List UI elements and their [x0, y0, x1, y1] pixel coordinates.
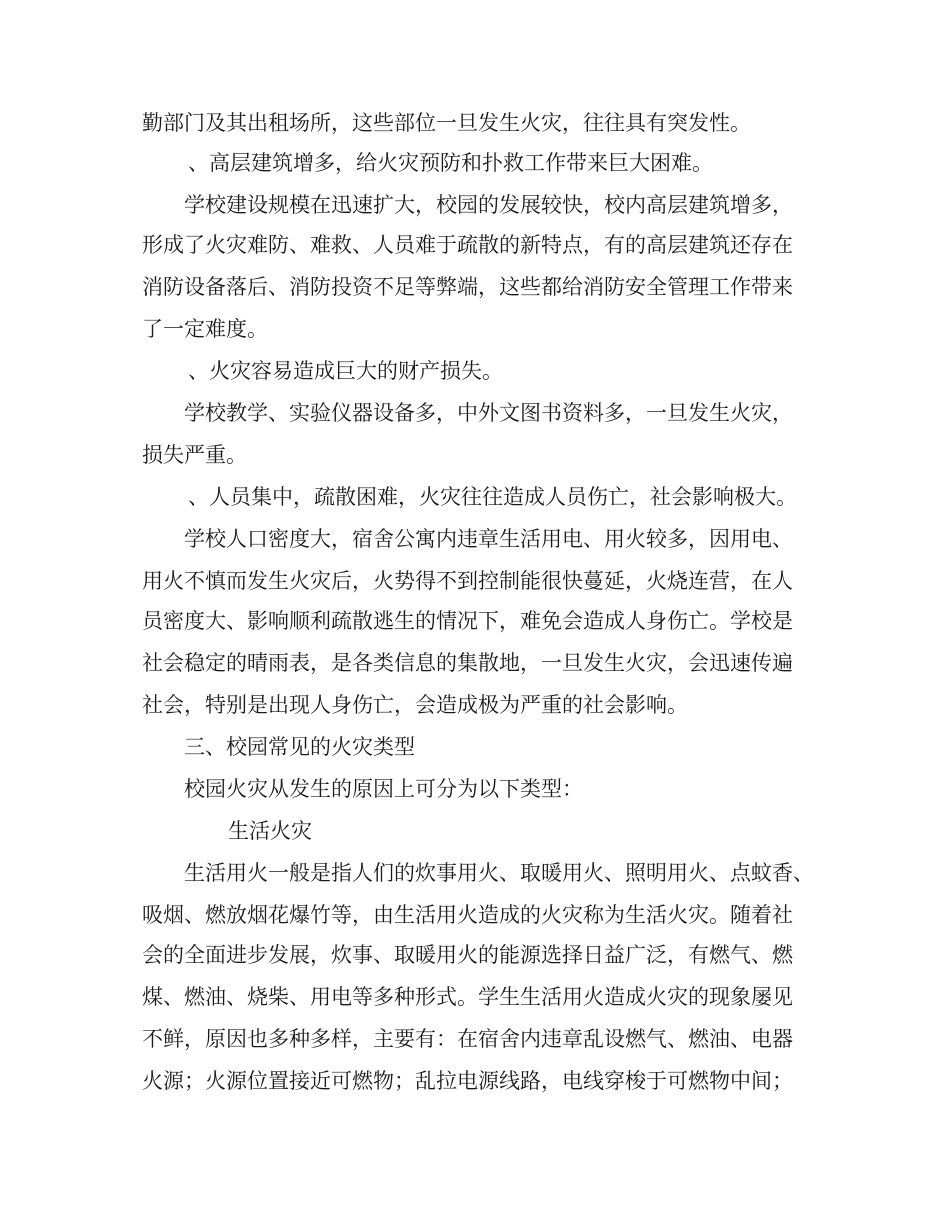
subsection-heading: 生活火灾: [228, 819, 312, 843]
text-line: 、人员集中，疏散困难，火灾往往造成人员伤亡，社会影响极大。: [188, 485, 797, 509]
text-line: 社会稳定的晴雨表，是各类信息的集散地，一旦发生火灾，会迅速传遍: [142, 651, 793, 675]
section-heading: 三、校园常见的火灾类型: [184, 735, 415, 759]
text-line: 员密度大、影响顺利疏散逃生的情况下，难免会造成人身伤亡。学校是: [142, 609, 793, 633]
text-line: 用火不慎而发生火灾后，火势得不到控制能很快蔓延，火烧连营，在人: [142, 569, 793, 593]
text-line: 不鲜，原因也多种多样，主要有：在宿舍内违章乱设燃气、燃油、电器: [142, 1027, 793, 1051]
text-line: 消防设备落后、消防投资不足等弊端，这些都给消防安全管理工作带来: [142, 275, 793, 299]
text-line: 学校教学、实验仪器设备多，中外文图书资料多，一旦发生火灾，: [184, 401, 793, 425]
text-line: 煤、燃油、烧柴、用电等多种形式。学生生活用火造成火灾的现象屡见: [142, 985, 793, 1009]
text-line: 生活用火一般是指人们的炊事用火、取暖用火、照明用火、点蚊香、: [184, 861, 814, 885]
text-line: 学校建设规模在迅速扩大，校园的发展较快，校内高层建筑增多，: [184, 193, 793, 217]
text-line: 勤部门及其出租场所，这些部位一旦发生火灾，往往具有突发性。: [142, 111, 751, 135]
text-line: 吸烟、燃放烟花爆竹等，由生活用火造成的火灾称为生活火灾。随着社: [142, 903, 793, 927]
text-line: 、火灾容易造成巨大的财产损失。: [188, 359, 503, 383]
text-line: 学校人口密度大，宿舍公寓内违章生活用电、用火较多，因用电、: [184, 527, 793, 551]
text-line: 损失严重。: [142, 443, 247, 467]
text-line: 社会，特别是出现人身伤亡，会造成极为严重的社会影响。: [142, 693, 688, 717]
text-line: 火源；火源位置接近可燃物；乱拉电源线路，电线穿梭于可燃物中间；: [142, 1069, 793, 1093]
text-line: 、高层建筑增多，给火灾预防和扑救工作带来巨大困难。: [188, 151, 713, 175]
text-line: 形成了火灾难防、难救、人员难于疏散的新特点，有的高层建筑还存在: [142, 233, 793, 257]
text-line: 校园火灾从发生的原因上可分为以下类型：: [184, 777, 583, 801]
text-line: 了一定难度。: [142, 317, 268, 341]
text-line: 会的全面进步发展，炊事、取暖用火的能源选择日益广泛，有燃气、燃: [142, 943, 793, 967]
